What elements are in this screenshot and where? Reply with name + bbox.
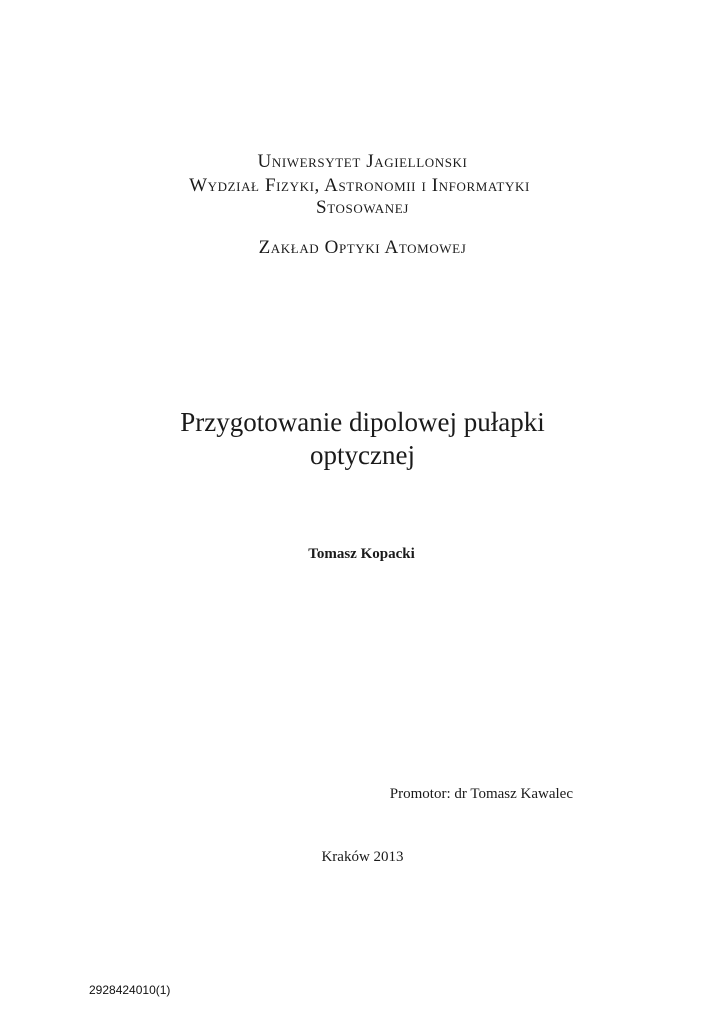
thesis-title-line2: optycznej bbox=[310, 440, 415, 470]
author-name: Tomasz Kopacki bbox=[308, 546, 415, 562]
place-and-date: Kraków 2013 bbox=[321, 849, 404, 865]
faculty-name-line1: Wydział Fizyki, Astronomii i Informatyki bbox=[189, 175, 530, 196]
promotor: Promotor: dr Tomasz Kawalec bbox=[389, 786, 573, 802]
faculty-name-line2: Stosowanej bbox=[316, 197, 409, 218]
department-name: Zakład Optyki Atomowej bbox=[258, 237, 467, 258]
university-name: Uniwersytet Jagiellonski bbox=[257, 151, 468, 172]
document-id: 2928424010(1) bbox=[89, 983, 171, 997]
thesis-title-line1: Przygotowanie dipolowej pułapki bbox=[180, 407, 545, 437]
